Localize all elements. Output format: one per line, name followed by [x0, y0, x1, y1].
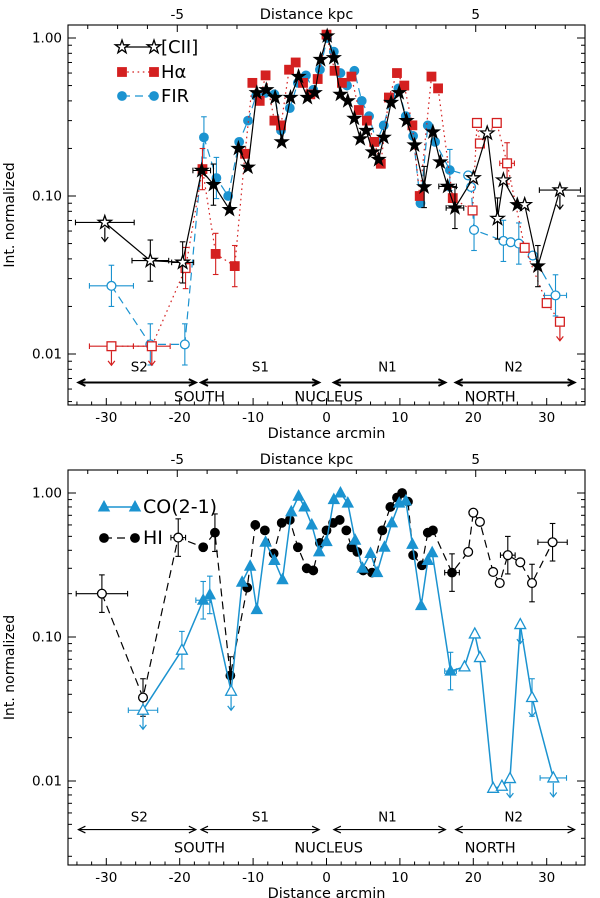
svg-text:Distance kpc: Distance kpc — [259, 452, 354, 468]
svg-text:NORTH: NORTH — [464, 840, 516, 857]
svg-text:0.10: 0.10 — [31, 629, 62, 646]
svg-text:-10: -10 — [242, 870, 265, 886]
svg-text:S1: S1 — [251, 359, 270, 376]
svg-text:-30: -30 — [95, 870, 118, 886]
svg-text:-20: -20 — [168, 870, 191, 886]
svg-text:N1: N1 — [378, 359, 397, 376]
svg-text:Distance arcmin: Distance arcmin — [267, 426, 386, 442]
svg-text:[CII]: [CII] — [161, 37, 199, 58]
y-axis — [68, 38, 585, 402]
svg-text:20: 20 — [464, 870, 482, 886]
series-line — [143, 493, 553, 788]
region-arrow-n1 — [334, 379, 446, 386]
svg-text:Int. normalized: Int. normalized — [2, 162, 18, 268]
x-axis — [77, 858, 576, 865]
legend-item-cii — [115, 37, 198, 58]
region-arrow-n1 — [334, 826, 446, 833]
svg-text:-10: -10 — [242, 410, 265, 426]
svg-text:N1: N1 — [378, 809, 397, 826]
svg-text:30: 30 — [538, 870, 556, 886]
svg-text:Int. normalized: Int. normalized — [2, 614, 18, 721]
region-arrow-s1 — [201, 826, 319, 833]
region-arrow-s2 — [78, 379, 195, 386]
svg-text:N2: N2 — [504, 359, 524, 376]
svg-text:5: 5 — [471, 7, 481, 23]
svg-text:-30: -30 — [95, 410, 118, 426]
svg-text:0.10: 0.10 — [31, 188, 62, 205]
svg-text:0.01: 0.01 — [31, 773, 62, 790]
legend-item-halpha — [118, 62, 187, 83]
svg-text:Hα: Hα — [161, 62, 187, 83]
svg-text:0.01: 0.01 — [31, 346, 62, 363]
legend-item-hi — [100, 527, 163, 549]
region-arrow-n2 — [456, 379, 575, 386]
kpc-axis — [88, 470, 566, 477]
svg-text:CO(2-1): CO(2-1) — [143, 496, 218, 518]
svg-text:1.00: 1.00 — [31, 485, 62, 502]
svg-text:10: 10 — [391, 410, 409, 426]
svg-text:30: 30 — [538, 410, 556, 426]
svg-text:-20: -20 — [168, 410, 191, 426]
region-arrow-n2 — [456, 826, 575, 833]
series-hi — [76, 489, 567, 717]
svg-text:NUCLEUS: NUCLEUS — [294, 840, 364, 857]
region-annotations — [78, 360, 574, 406]
legend-item-fir — [118, 86, 190, 107]
series-line — [111, 38, 555, 344]
svg-text:5: 5 — [471, 452, 481, 468]
svg-text:NUCLEUS: NUCLEUS — [294, 389, 364, 406]
svg-text:N2: N2 — [504, 809, 524, 826]
plot-frame — [68, 25, 585, 405]
svg-text:S2: S2 — [130, 359, 148, 376]
svg-text:0: 0 — [322, 410, 331, 426]
legend-item-co21 — [99, 496, 217, 518]
svg-text:-5: -5 — [170, 452, 185, 468]
svg-text:10: 10 — [391, 870, 409, 886]
series-layer — [75, 29, 580, 365]
svg-text:Distance kpc: Distance kpc — [259, 7, 354, 23]
legend — [115, 37, 198, 107]
svg-text:Distance arcmin: Distance arcmin — [267, 886, 386, 898]
svg-text:S1: S1 — [251, 809, 270, 826]
svg-text:HI: HI — [143, 527, 163, 549]
svg-text:SOUTH: SOUTH — [174, 389, 226, 406]
svg-text:-5: -5 — [170, 7, 185, 23]
region-arrow-s2 — [78, 826, 195, 833]
region-arrow-s1 — [201, 379, 319, 386]
region-annotations — [78, 809, 574, 856]
svg-text:NORTH: NORTH — [464, 389, 516, 406]
legend — [99, 496, 217, 549]
svg-text:S2: S2 — [130, 809, 148, 826]
bottom-panel — [2, 452, 585, 898]
svg-text:1.00: 1.00 — [31, 30, 62, 47]
top-panel — [2, 7, 585, 442]
svg-text:FIR: FIR — [161, 86, 190, 107]
svg-text:SOUTH: SOUTH — [174, 840, 226, 857]
svg-text:0: 0 — [322, 870, 331, 886]
series-line — [102, 493, 553, 698]
svg-text:20: 20 — [464, 410, 482, 426]
